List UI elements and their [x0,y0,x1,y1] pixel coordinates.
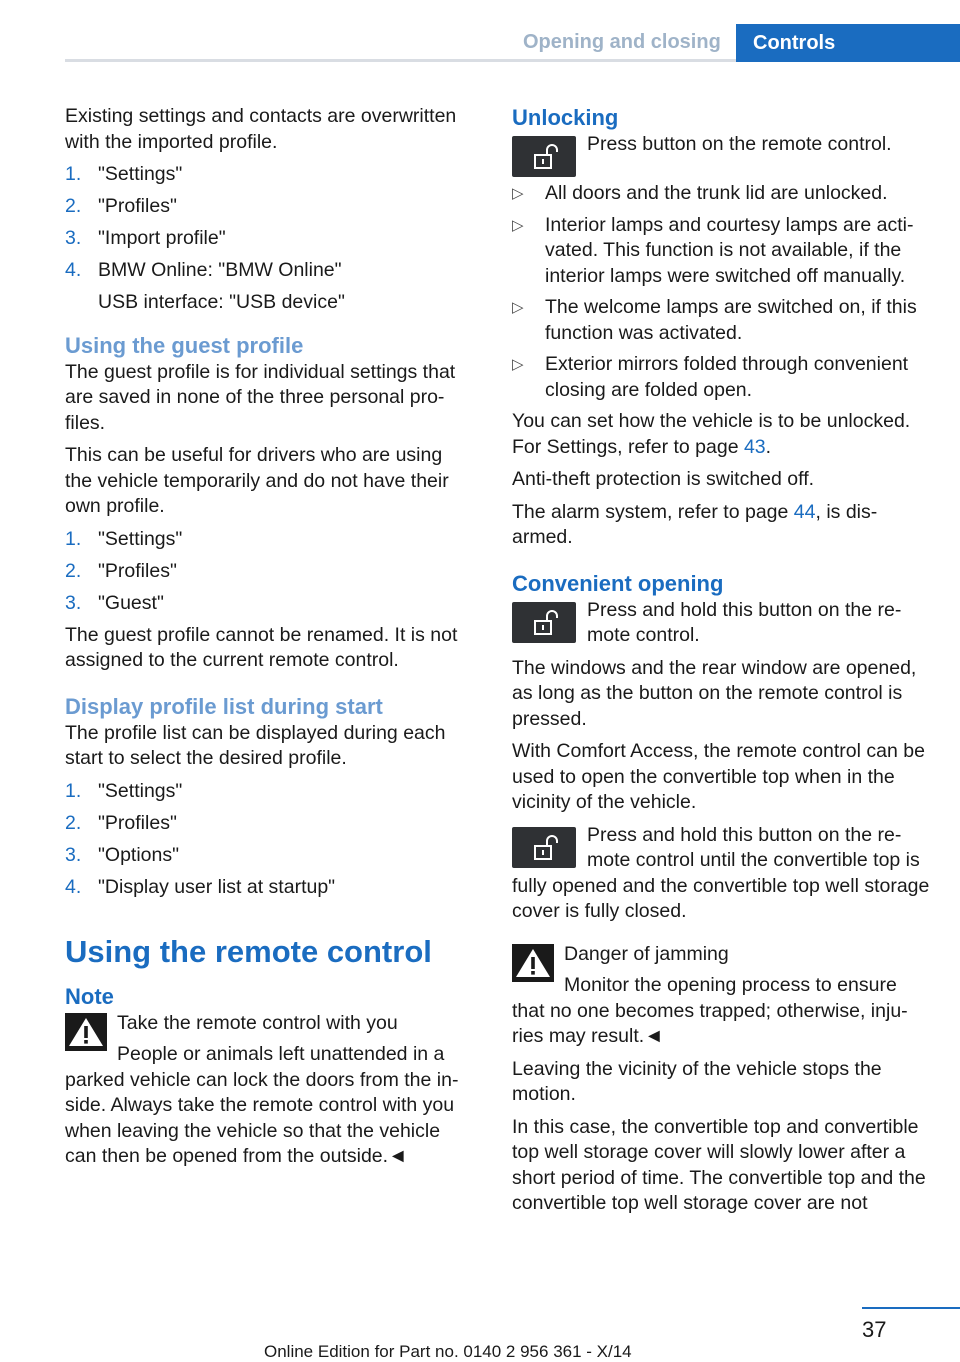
alarm-paragraph: The alarm system, refer to page 44, is dis-armed. [512,500,878,548]
danger-title: Danger of jamming [564,942,729,965]
header-section: Opening and closing [523,31,721,53]
list-item: ▷ The welcome lamps are switched on, if this function was activated. [512,296,917,344]
convenient-text: Press and hold this button on the re-mote control. [587,598,902,646]
leaving-paragraph: Leaving the vicinity of the vehicle stops the motion. [512,1057,882,1105]
unlock-icon [512,136,576,177]
danger-text: Monitor the opening process to ensure that no one becomes trapped; otherwise, inju-ries may result.◄ [512,974,908,1047]
list-item: 1. "Settings" [65,163,183,185]
convenient-block [512,598,932,656]
remote-unlock-button-image [512,136,576,177]
list-item: ▷ Exterior mirrors folded through convenient closing are folded open. [512,353,909,401]
list-item: 3. "Guest" [65,591,164,614]
triangle-bullet-icon: ▷ [512,299,524,316]
warning-icon [512,944,554,982]
list-item: 4. "Display user list at startup" [65,875,336,898]
list-item: 3. "Options" [65,843,180,866]
footer-rule [862,1307,960,1309]
triangle-bullet-icon: ▷ [512,356,524,373]
convenient-opening-heading: Convenient opening [512,570,724,596]
unlocking-heading: Unlocking [512,105,619,130]
import-steps [65,162,470,315]
display-profile-heading: Display profile list during start [65,693,383,719]
triangle-bullet-icon: ▷ [512,185,524,202]
case-paragraph: In this case, the convertible top and convertible top well storage cover will slowly lower after a short period of time. The convertible top and the convertible top well storage cover are not [512,1115,926,1214]
list-item: ▷ Interior lamps and courtesy lamps are acti-vated. This function is not available, if the interior lamps were switched off manually. [512,213,914,287]
antitheft-paragraph: Anti-theft protection is switched off. [512,468,815,490]
page-link-43[interactable]: 43 [743,435,766,458]
page-number: 37 [862,1317,887,1342]
comfort-paragraph: With Comfort Access, the remote control can be used to open the convertible top when in the vicinity of the vehicle. [512,740,925,813]
list-item: ▷ All doors and the trunk lid are unlocked. [512,181,932,207]
display-steps [65,779,470,901]
list-item: 3. "Import profile" [65,227,226,249]
intro-paragraph: Existing settings and contacts are overwritten with the imported profile. [65,105,457,153]
hold-text: Press and hold this button on the re-mote control until the convertible top is fully opened and the convertible top well storage cover is fully closed. [512,823,930,922]
unlocking-block [512,132,932,181]
unlock-icon [512,827,576,868]
remote-unlock-button-image [512,602,576,643]
list-item: 1. "Settings" [65,779,183,802]
list-item-sub: USB interface: "USB device" [98,290,345,313]
list-item: 2. "Profiles" [65,195,177,217]
remote-unlock-button-image [512,827,576,868]
danger-block [512,942,932,1057]
page-link-44[interactable]: 44 [793,500,816,523]
footer-edition: Online Edition for Part no. 0140 2 956 361 - X/14 [264,1342,632,1361]
remote-control-heading: Using the remote control [65,933,432,969]
guest-paragraph-1: The guest profile is for individual settings that are saved in none of the three personal pro-files. [65,360,456,434]
list-item: 4. BMW Online: "BMW Online" USB interface: "USB device" [65,258,470,315]
list-item: 1. "Settings" [65,527,183,550]
guest-paragraph-3: The guest profile cannot be renamed. It is not assigned to the current remote control. [65,623,458,671]
hold-block [512,823,932,932]
page-header [0,0,960,62]
guest-steps [65,527,470,617]
list-item: 2. "Profiles" [65,811,177,834]
note-text: People or animals left unattended in a parked vehicle can lock the doors from the in-side. Always take the remote control with you when leaving the vehicle so that the vehicle can then be opened from the outside.◄ [65,1043,459,1167]
display-paragraph: The profile list can be displayed during each start to select the desired profile. [65,721,446,769]
note-title: Take the remote control with you [117,1011,398,1034]
triangle-bullet-icon: ▷ [512,216,524,234]
warning-icon [65,1013,107,1051]
unlock-bullets [512,181,932,403]
left-column [65,104,470,1177]
guest-paragraph-2: This can be useful for drivers who are using the vehicle temporarily and do not have their own profile. [65,444,449,517]
right-column [512,104,932,1224]
unlocking-text: Press button on the remote control. [587,133,892,155]
unlock-icon [512,602,576,643]
settings-paragraph: You can set how the vehicle is to be unlocked. For Settings, refer to page 43. [512,410,911,458]
note-block [65,1011,470,1177]
guest-profile-heading: Using the guest profile [65,332,304,358]
header-tab: Controls [736,24,960,62]
windows-paragraph: The windows and the rear window are opened, as long as the button on the remote control is pressed. [512,656,917,730]
list-item: 2. "Profiles" [65,559,177,582]
note-heading: Note [65,983,114,1009]
